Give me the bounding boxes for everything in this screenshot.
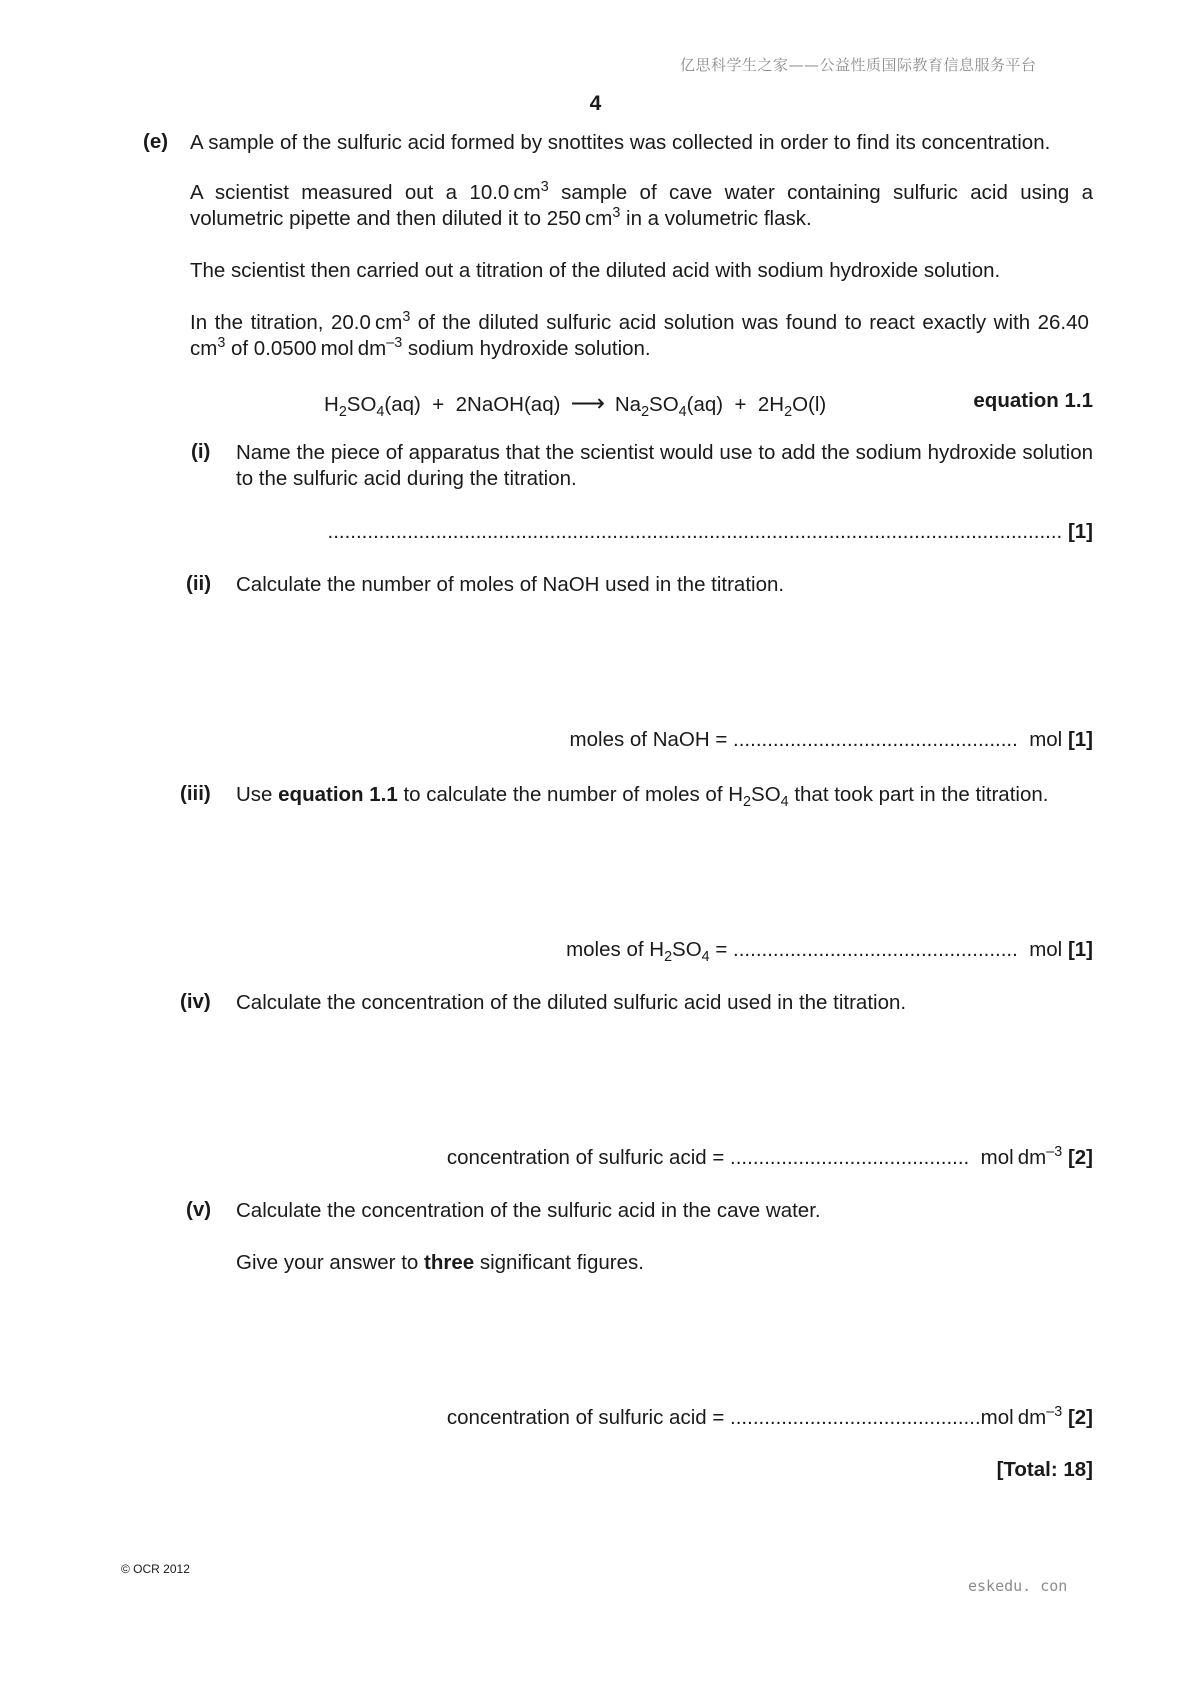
part-e-paragraph-2: The scientist then carried out a titration of the diluted acid with sodium hydroxide solution. [190, 259, 1001, 282]
question-v-instruction: Give your answer to three significant figures. [236, 1251, 644, 1274]
part-e-label: (e) [143, 130, 169, 153]
equation-label: equation 1.1 [973, 389, 1093, 412]
total-marks: [Total: 18] [996, 1458, 1093, 1481]
question-i-label: (i) [191, 440, 211, 463]
page-number: 4 [589, 92, 602, 115]
question-iv-label: (iv) [180, 990, 211, 1013]
chemical-equation: $H_2SO_4(aq)$ + 2NaOH(aq) ⟶ $Na_2SO_4(aq) + 2H_2O(l)$ [324, 390, 827, 421]
question-iii-text: Use equation 1.1 to calculate the number of moles of $H_2SO_4$ that took part in the titration. [236, 783, 1049, 811]
marks: [1] [1067, 520, 1093, 543]
question-ii-label: (ii) [186, 572, 212, 595]
question-i-answer-line [328, 520, 1094, 544]
question-ii-answer-line: moles of NaOH = .................................................. mol [1] [569, 728, 1093, 751]
part-e-paragraph-1: A scientist measured out a 10.0 $cm^3$ sample of cave water containing sulfuric acid using a volumetric pipette and then diluted it to 250 $cm^3$ in a volumetric flask. [190, 179, 1093, 230]
question-ii-text: Calculate the number of moles of NaOH used in the titration. [236, 573, 785, 596]
marks: [2] [1067, 1406, 1093, 1429]
question-iii-answer-line: moles of $H_2SO_4$ = .................................................. mol [1] [566, 938, 1093, 966]
watermark-bottom: eskedu. con [968, 1577, 1068, 1595]
part-e-intro: A sample of the sulfuric acid formed by snottites was collected in order to find its concentration. [190, 131, 1051, 154]
reaction-arrow-icon: ⟶ [570, 390, 605, 417]
part-e-paragraph-3: In the titration, 20.0 $cm^3$ of the diluted sulfuric acid solution was found to react exactly with 26.40 $cm^3$ of 0.0500 mol $dm^{-3}$ sodium hydroxide solution. [190, 309, 1093, 360]
marks: [2] [1067, 1146, 1093, 1169]
question-v-label: (v) [186, 1198, 212, 1221]
question-iv-answer-line: concentration of sulfuric acid = .......................................... mol $dm^{-3}$ [2] [446, 1144, 1093, 1169]
answer-dots: ................................................................................................................................. [327, 520, 1063, 543]
question-v-text: Calculate the concentration of the sulfuric acid in the cave water. [236, 1199, 821, 1222]
question-i-text: Name the piece of apparatus that the scientist would use to add the sodium hydroxide solution to the sulfuric acid during the titration. [236, 441, 1093, 490]
footer-copyright: © OCR 2012 [121, 1562, 190, 1576]
question-iii-label: (iii) [180, 782, 211, 805]
marks: [1] [1067, 728, 1093, 751]
question-iv-text: Calculate the concentration of the diluted sulfuric acid used in the titration. [236, 991, 907, 1014]
marks: [1] [1067, 938, 1093, 961]
watermark-top: 亿思科学生之家——公益性质国际教育信息服务平台 [680, 56, 1037, 74]
question-v-answer-line: concentration of sulfuric acid = ............................................mol $dm^{-3}$ [2] [446, 1404, 1093, 1429]
